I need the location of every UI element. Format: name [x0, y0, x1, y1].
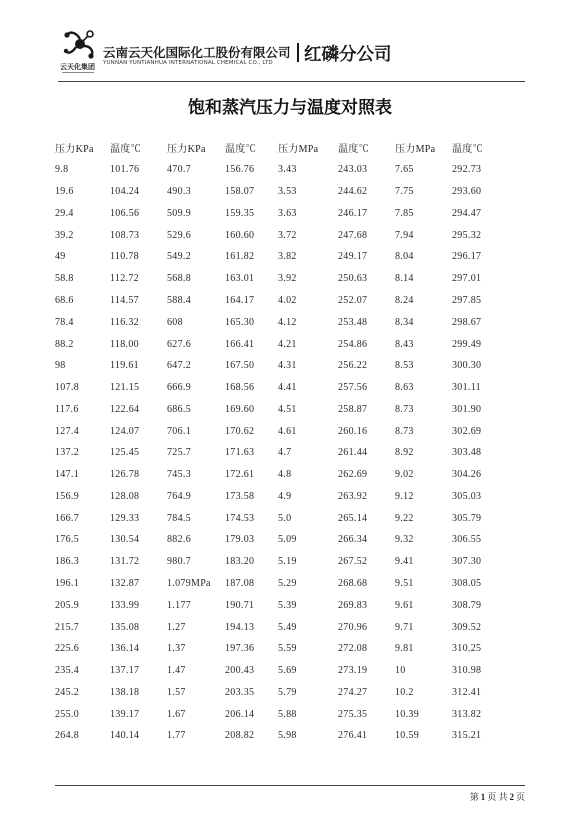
- temperature-cell: 247.68: [338, 229, 368, 241]
- pressure-cell: 8.24: [395, 294, 414, 306]
- table-row: [55, 616, 522, 638]
- column-header-pressure: 压力KPa: [55, 143, 94, 155]
- temperature-cell: 101.76: [110, 164, 140, 176]
- temperature-cell: 190.71: [225, 599, 255, 611]
- branch-name: 红磷分公司: [304, 45, 392, 65]
- pressure-cell: 5.0: [278, 512, 292, 524]
- temperature-cell: 104.24: [110, 186, 140, 198]
- pressure-cell: 568.8: [167, 273, 191, 285]
- pressure-cell: 1.37: [167, 643, 186, 655]
- temperature-cell: 265.14: [338, 512, 368, 524]
- table-row: [55, 681, 522, 703]
- column-header-pressure: 压力MPa: [395, 143, 436, 155]
- pressure-cell: 9.71: [395, 621, 414, 633]
- temperature-cell: 295.32: [452, 229, 482, 241]
- table-row: [55, 333, 522, 355]
- pressure-cell: 5.49: [278, 621, 297, 633]
- temperature-cell: 165.30: [225, 316, 255, 328]
- temperature-cell: 253.48: [338, 316, 368, 328]
- temperature-cell: 118.00: [110, 338, 139, 350]
- logo-subtitle-line: [62, 72, 94, 73]
- temperature-cell: 263.92: [338, 490, 368, 502]
- pressure-cell: 9.02: [395, 469, 414, 481]
- pressure-cell: 255.0: [55, 708, 79, 720]
- temperature-cell: 138.18: [110, 686, 140, 698]
- pressure-cell: 5.69: [278, 665, 297, 677]
- pressure-cell: 3.72: [278, 229, 297, 241]
- column-header-temperature: 温度℃: [225, 143, 256, 155]
- temperature-cell: 164.17: [225, 294, 255, 306]
- pressure-cell: 88.2: [55, 338, 74, 350]
- pressure-cell: 166.7: [55, 512, 79, 524]
- pressure-cell: 764.9: [167, 490, 191, 502]
- temperature-cell: 299.49: [452, 338, 482, 350]
- pressure-cell: 4.7: [278, 447, 292, 459]
- temperature-cell: 159.35: [225, 207, 255, 219]
- temperature-cell: 246.17: [338, 207, 368, 219]
- pressure-cell: 1.77: [167, 730, 186, 742]
- pressure-cell: 706.1: [167, 425, 191, 437]
- temperature-cell: 309.52: [452, 621, 482, 633]
- pressure-cell: 49: [55, 251, 66, 263]
- temperature-cell: 119.61: [110, 360, 139, 372]
- temperature-cell: 306.55: [452, 534, 482, 546]
- temperature-cell: 308.79: [452, 599, 482, 611]
- pressure-cell: 882.6: [167, 534, 191, 546]
- pressure-cell: 8.14: [395, 273, 414, 285]
- column-header-pressure: 压力KPa: [167, 143, 206, 155]
- page-number-middle: 页 共: [487, 792, 508, 802]
- pressure-cell: 147.1: [55, 469, 79, 481]
- pressure-cell: 4.51: [278, 403, 297, 415]
- pressure-cell: 117.6: [55, 403, 79, 415]
- temperature-cell: 307.30: [452, 556, 482, 568]
- pressure-cell: 9.12: [395, 490, 414, 502]
- table-row: [55, 725, 522, 747]
- temperature-cell: 156.76: [225, 164, 255, 176]
- temperature-cell: 167.50: [225, 360, 255, 372]
- temperature-cell: 158.07: [225, 186, 255, 198]
- page-number: [470, 790, 525, 803]
- pressure-cell: 9.51: [395, 578, 414, 589]
- temperature-cell: 121.15: [110, 382, 140, 394]
- pressure-cell: 490.3: [167, 186, 191, 198]
- pressure-cell: 3.53: [278, 186, 297, 198]
- pressure-cell: 5.79: [278, 686, 297, 698]
- pressure-cell: 5.59: [278, 643, 297, 655]
- pressure-cell: 608: [167, 316, 183, 328]
- temperature-cell: 172.61: [225, 469, 255, 481]
- temperature-cell: 244.62: [338, 186, 368, 198]
- pressure-cell: 509.9: [167, 207, 191, 219]
- pressure-cell: 1.177: [167, 599, 191, 611]
- pressure-cell: 4.02: [278, 294, 297, 306]
- temperature-cell: 166.41: [225, 338, 255, 350]
- temperature-cell: 266.34: [338, 534, 368, 546]
- temperature-cell: 137.17: [110, 665, 140, 677]
- temperature-cell: 304.26: [452, 469, 482, 481]
- company-name-english: YUNNAN YUNTIANHUA INTERNATIONAL CHEMICAL CO., LTD: [103, 60, 273, 66]
- temperature-cell: 262.69: [338, 469, 368, 481]
- temperature-cell: 276.41: [338, 730, 368, 742]
- temperature-cell: 312.41: [452, 686, 482, 698]
- pressure-cell: 10: [395, 665, 406, 677]
- temperature-cell: 203.35: [225, 686, 255, 698]
- pressure-cell: 1.079MPa: [167, 578, 211, 589]
- pressure-cell: 5.29: [278, 578, 297, 589]
- pressure-cell: 245.2: [55, 686, 79, 698]
- temperature-cell: 292.73: [452, 164, 482, 176]
- temperature-cell: 269.83: [338, 599, 368, 611]
- pressure-cell: 9.81: [395, 643, 414, 655]
- temperature-cell: 132.87: [110, 578, 140, 589]
- temperature-cell: 170.62: [225, 425, 255, 437]
- temperature-cell: 131.72: [110, 556, 140, 568]
- pressure-cell: 725.7: [167, 447, 191, 459]
- temperature-cell: 300.30: [452, 360, 482, 372]
- pressure-cell: 19.6: [55, 186, 74, 198]
- pressure-cell: 5.98: [278, 730, 297, 742]
- temperature-cell: 315.21: [452, 730, 482, 742]
- company-logo-icon: [62, 26, 98, 62]
- temperature-cell: 112.72: [110, 273, 139, 285]
- temperature-cell: 267.52: [338, 556, 368, 568]
- temperature-cell: 140.14: [110, 730, 140, 742]
- pressure-cell: 156.9: [55, 490, 79, 502]
- temperature-cell: 252.07: [338, 294, 368, 306]
- temperature-cell: 114.57: [110, 294, 139, 306]
- pressure-cell: 107.8: [55, 382, 79, 394]
- table-row: [55, 268, 522, 290]
- temperature-cell: 293.60: [452, 186, 482, 198]
- pressure-cell: 4.12: [278, 316, 297, 328]
- temperature-cell: 110.78: [110, 251, 139, 263]
- temperature-cell: 256.22: [338, 360, 368, 372]
- table-row: [55, 181, 522, 203]
- temperature-cell: 124.07: [110, 425, 140, 437]
- temperature-cell: 173.58: [225, 490, 255, 502]
- logo-text: 云天化集团: [60, 63, 95, 71]
- pressure-cell: 1.57: [167, 686, 186, 698]
- temperature-cell: 297.01: [452, 273, 482, 285]
- pressure-cell: 9.41: [395, 556, 414, 568]
- document-title: 饱和蒸汽压力与温度对照表: [188, 98, 392, 118]
- temperature-cell: 272.08: [338, 643, 368, 655]
- pressure-cell: 8.92: [395, 447, 414, 459]
- pressure-cell: 186.3: [55, 556, 79, 568]
- table-row: [55, 355, 522, 377]
- table-row: [55, 159, 522, 181]
- pressure-cell: 8.63: [395, 382, 414, 394]
- temperature-cell: 187.08: [225, 578, 255, 589]
- temperature-cell: 261.44: [338, 447, 368, 459]
- pressure-cell: 8.73: [395, 403, 414, 415]
- temperature-cell: 305.79: [452, 512, 482, 524]
- table-row: [55, 203, 522, 225]
- pressure-cell: 5.88: [278, 708, 297, 720]
- temperature-cell: 129.33: [110, 512, 140, 524]
- temperature-cell: 296.17: [452, 251, 482, 263]
- pressure-cell: 588.4: [167, 294, 191, 306]
- pressure-cell: 3.43: [278, 164, 297, 176]
- pressure-cell: 7.75: [395, 186, 414, 198]
- temperature-cell: 116.32: [110, 316, 139, 328]
- temperature-cell: 122.64: [110, 403, 140, 415]
- pressure-cell: 29.4: [55, 207, 74, 219]
- temperature-cell: 249.17: [338, 251, 368, 263]
- temperature-cell: 130.54: [110, 534, 140, 546]
- temperature-cell: 294.47: [452, 207, 482, 219]
- pressure-cell: 1.67: [167, 708, 186, 720]
- table-row: [55, 420, 522, 442]
- table-header-row: [55, 139, 522, 155]
- pressure-cell: 235.4: [55, 665, 79, 677]
- pressure-cell: 3.63: [278, 207, 297, 219]
- company-name: 云南云天化国际化工股份有限公司: [103, 45, 291, 60]
- pressure-cell: 7.65: [395, 164, 414, 176]
- column-header-temperature: 温度℃: [452, 143, 483, 155]
- temperature-cell: 257.56: [338, 382, 368, 394]
- pressure-cell: 4.9: [278, 490, 292, 502]
- pressure-cell: 4.21: [278, 338, 297, 350]
- temperature-cell: 270.96: [338, 621, 368, 633]
- temperature-cell: 168.56: [225, 382, 255, 394]
- temperature-cell: 160.60: [225, 229, 255, 241]
- pressure-cell: 68.6: [55, 294, 74, 306]
- table-row: [55, 377, 522, 399]
- column-header-temperature: 温度℃: [110, 143, 141, 155]
- pressure-cell: 9.22: [395, 512, 414, 524]
- temperature-cell: 139.17: [110, 708, 140, 720]
- temperature-cell: 106.56: [110, 207, 140, 219]
- temperature-cell: 171.63: [225, 447, 255, 459]
- pressure-cell: 196.1: [55, 578, 79, 589]
- table-row: [55, 246, 522, 268]
- pressure-cell: 10.59: [395, 730, 419, 742]
- pressure-cell: 3.82: [278, 251, 297, 263]
- pressure-cell: 666.9: [167, 382, 191, 394]
- table-row: [55, 398, 522, 420]
- temperature-cell: 169.60: [225, 403, 255, 415]
- table-row: [55, 551, 522, 573]
- temperature-cell: 313.82: [452, 708, 482, 720]
- temperature-cell: 298.67: [452, 316, 482, 328]
- pressure-cell: 10.39: [395, 708, 419, 720]
- table-row: [55, 311, 522, 333]
- header-divider: [297, 43, 299, 62]
- temperature-cell: 301.90: [452, 403, 482, 415]
- temperature-cell: 197.36: [225, 643, 255, 655]
- column-header-pressure: 压力MPa: [278, 143, 319, 155]
- pressure-cell: 4.61: [278, 425, 297, 437]
- column-header-temperature: 温度℃: [338, 143, 369, 155]
- pressure-cell: 8.53: [395, 360, 414, 372]
- table-row: [55, 660, 522, 682]
- pressure-cell: 686.5: [167, 403, 191, 415]
- pressure-cell: 784.5: [167, 512, 191, 524]
- pressure-cell: 8.43: [395, 338, 414, 350]
- pressure-cell: 127.4: [55, 425, 79, 437]
- pressure-cell: 980.7: [167, 556, 191, 568]
- table-row: [55, 638, 522, 660]
- temperature-cell: 254.86: [338, 338, 368, 350]
- total-pages: 2: [509, 792, 514, 802]
- temperature-cell: 308.05: [452, 578, 482, 589]
- pressure-cell: 5.09: [278, 534, 297, 546]
- temperature-cell: 268.68: [338, 578, 368, 589]
- table-row: [55, 224, 522, 246]
- pressure-cell: 215.7: [55, 621, 79, 633]
- pressure-cell: 470.7: [167, 164, 191, 176]
- pressure-cell: 9.61: [395, 599, 414, 611]
- pressure-cell: 1.27: [167, 621, 186, 633]
- temperature-cell: 273.19: [338, 665, 368, 677]
- pressure-cell: 9.32: [395, 534, 414, 546]
- table-row: [55, 573, 522, 595]
- table-row: [55, 529, 522, 551]
- temperature-cell: 133.99: [110, 599, 140, 611]
- temperature-cell: 301.11: [452, 382, 481, 394]
- temperature-cell: 260.16: [338, 425, 368, 437]
- temperature-cell: 274.27: [338, 686, 368, 698]
- pressure-cell: 8.04: [395, 251, 414, 263]
- pressure-cell: 4.31: [278, 360, 297, 372]
- temperature-cell: 302.69: [452, 425, 482, 437]
- temperature-cell: 250.63: [338, 273, 368, 285]
- temperature-cell: 275.35: [338, 708, 368, 720]
- pressure-cell: 549.2: [167, 251, 191, 263]
- temperature-cell: 136.14: [110, 643, 140, 655]
- pressure-cell: 7.85: [395, 207, 414, 219]
- pressure-cell: 205.9: [55, 599, 79, 611]
- pressure-cell: 137.2: [55, 447, 79, 459]
- current-page: 1: [480, 792, 486, 802]
- table-row: [55, 486, 522, 508]
- pressure-cell: 225.6: [55, 643, 79, 655]
- pressure-cell: 4.8: [278, 469, 292, 481]
- header-rule: [58, 81, 525, 82]
- footer-rule: [55, 785, 525, 786]
- page-number-prefix: 第: [469, 792, 479, 802]
- temperature-cell: 125.45: [110, 447, 140, 459]
- pressure-cell: 529.6: [167, 229, 191, 241]
- pressure-cell: 3.92: [278, 273, 297, 285]
- temperature-cell: 161.82: [225, 251, 255, 263]
- pressure-cell: 5.19: [278, 556, 297, 568]
- pressure-cell: 9.8: [55, 164, 69, 176]
- temperature-cell: 200.43: [225, 665, 255, 677]
- temperature-cell: 208.82: [225, 730, 255, 742]
- pressure-cell: 264.8: [55, 730, 79, 742]
- temperature-cell: 128.08: [110, 490, 140, 502]
- temperature-cell: 305.03: [452, 490, 482, 502]
- pressure-cell: 58.8: [55, 273, 74, 285]
- pressure-cell: 98: [55, 360, 66, 372]
- temperature-cell: 135.08: [110, 621, 140, 633]
- pressure-cell: 745.3: [167, 469, 191, 481]
- temperature-cell: 179.03: [225, 534, 255, 546]
- temperature-cell: 126.78: [110, 469, 140, 481]
- temperature-cell: 206.14: [225, 708, 255, 720]
- pressure-cell: 10.2: [395, 686, 414, 698]
- pressure-cell: 78.4: [55, 316, 74, 328]
- temperature-cell: 310.25: [452, 643, 482, 655]
- table-row: [55, 290, 522, 312]
- temperature-cell: 258.87: [338, 403, 368, 415]
- temperature-cell: 174.53: [225, 512, 255, 524]
- temperature-cell: 303.48: [452, 447, 482, 459]
- pressure-cell: 7.94: [395, 229, 414, 241]
- pressure-cell: 647.2: [167, 360, 191, 372]
- temperature-cell: 108.73: [110, 229, 140, 241]
- table-row: [55, 442, 522, 464]
- pressure-cell: 8.73: [395, 425, 414, 437]
- table-row: [55, 507, 522, 529]
- table-row: [55, 464, 522, 486]
- pressure-cell: 627.6: [167, 338, 191, 350]
- temperature-cell: 297.85: [452, 294, 482, 306]
- pressure-cell: 1.47: [167, 665, 186, 677]
- table-row: [55, 594, 522, 616]
- temperature-cell: 243.03: [338, 164, 368, 176]
- pressure-cell: 176.5: [55, 534, 79, 546]
- temperature-cell: 194.13: [225, 621, 255, 633]
- temperature-cell: 163.01: [225, 273, 255, 285]
- pressure-cell: 8.34: [395, 316, 414, 328]
- pressure-cell: 39.2: [55, 229, 74, 241]
- pressure-cell: 5.39: [278, 599, 297, 611]
- pressure-cell: 4.41: [278, 382, 297, 394]
- page-number-suffix: 页: [515, 792, 525, 802]
- table-row: [55, 703, 522, 725]
- temperature-cell: 310.98: [452, 665, 482, 677]
- temperature-cell: 183.20: [225, 556, 255, 568]
